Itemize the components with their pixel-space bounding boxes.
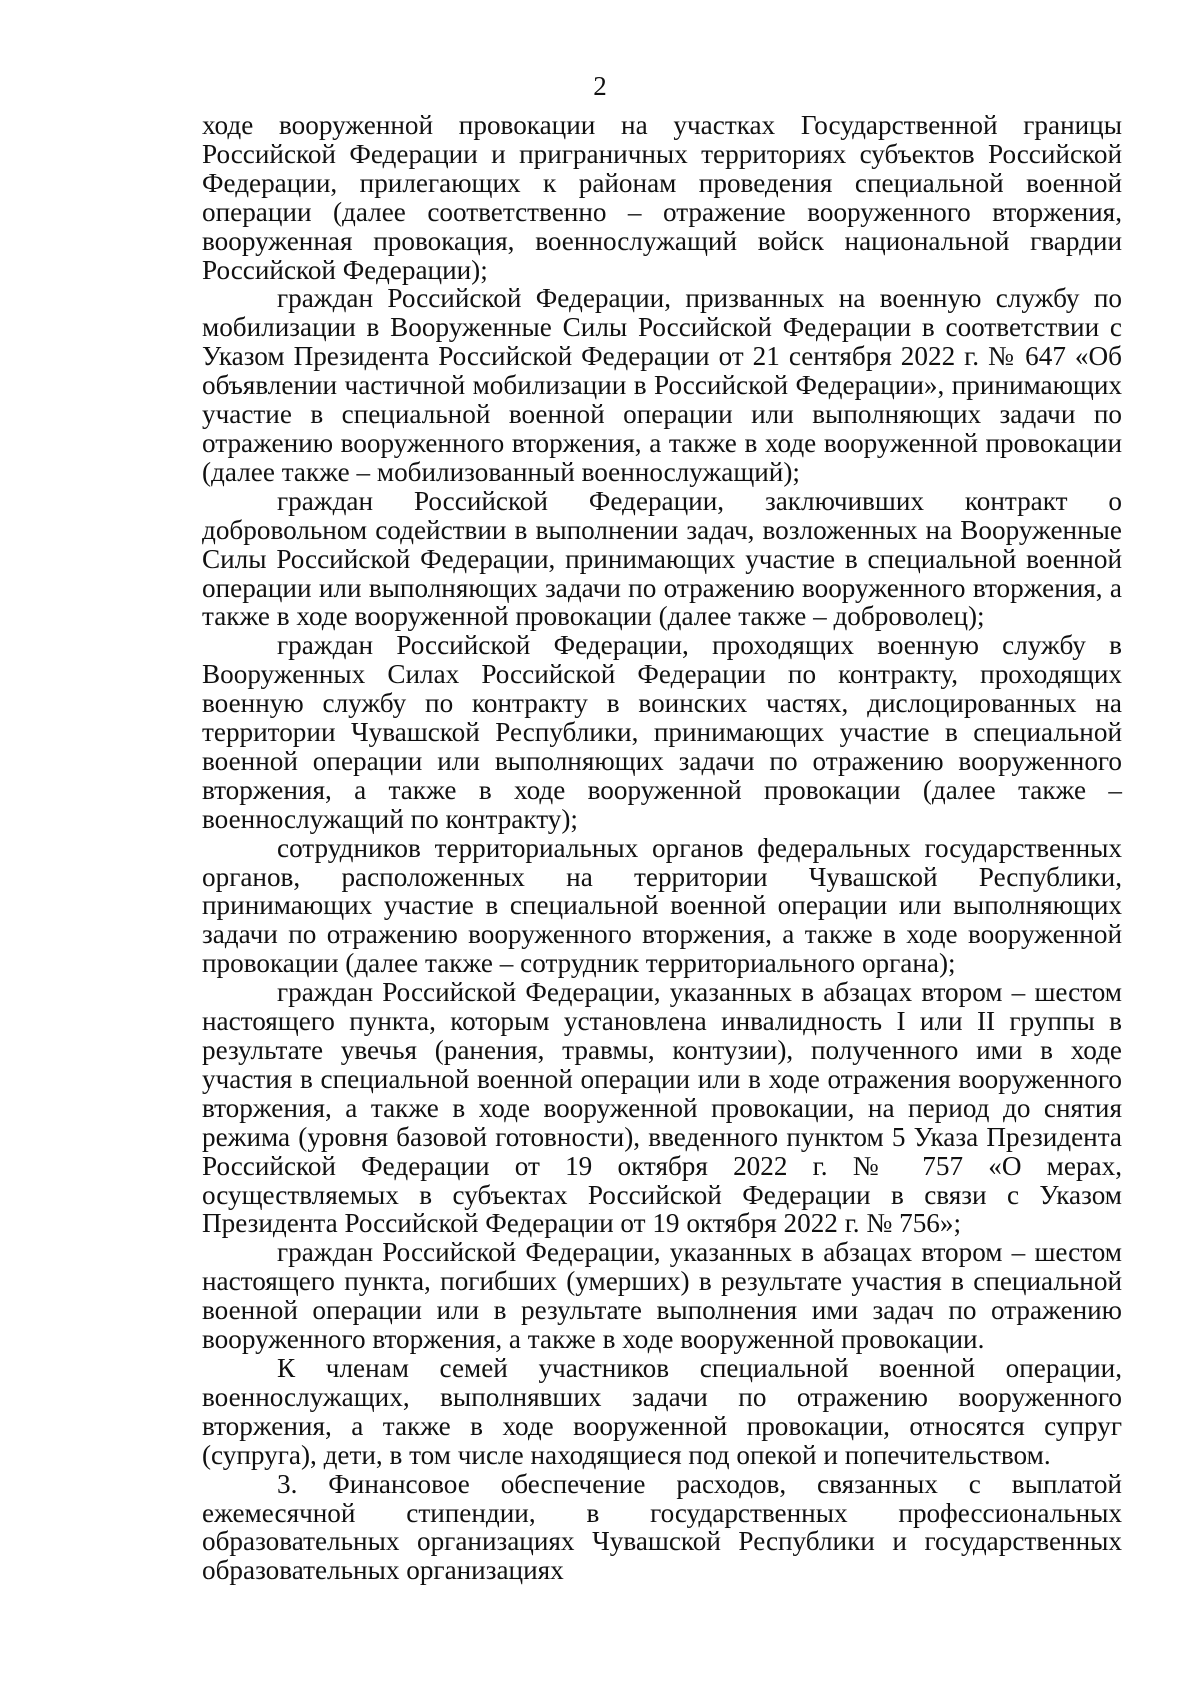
paragraph-deceased: граждан Российской Федерации, указанных в абзацах втором – шестом настоящего пункта, погибших (умерших) в результате участия в специальной военной операции или в результате выполнения ими задач по отражению вооруженного вторжения, а также в ходе вооруженной провокации. [202, 1237, 1122, 1355]
page-number: 2 [593, 71, 607, 101]
document-body [202, 111, 1122, 1585]
paragraph-volunteer: граждан Российской Федерации, заключивших контракт о добровольном содействии в выполнении задач, возложенных на Вооруженные Силы Российской Федерации, принимающих участие в специальной военной операции или выполняющих задачи по отражению вооруженного вторжения, а также в ходе вооруженной провокации (далее также – доброволец); [202, 485, 1122, 632]
paragraph-territorial-officer: сотрудников территориальных органов федеральных государственных органов, расположенных на территории Чувашской Республики, принимающих участие в специальной военной операции или выполняющих задачи по отражению вооруженного вторжения, а также в ходе вооруженной провокации (далее также – сотрудник территориального органа); [202, 832, 1122, 979]
paragraph-contract: граждан Российской Федерации, проходящих военную службу в Вооруженных Силах Российской Федерации по контракту, проходящих военную службу по контракту в воинских частях, дислоцированных на территории Чувашской Республики, принимающих участие в специальной военной операции или выполняющих задачи по отражению вооруженного вторжения, а также в ходе вооруженной провокации (далее также – военнослужащий по контракту); [202, 630, 1122, 834]
paragraph-continuation: ходе вооруженной провокации на участках Государственной границы Российской Федерации и приграничных территориях субъектов Российской Федерации, прилегающих к районам проведения специальной военной операции (далее соответственно – отражение вооруженного вторжения, вооруженная провокация, военнослужащий войск национальной гвардии Российской Федерации); [202, 110, 1122, 285]
paragraph-family-members: К членам семей участников специальной военной операции, военнослужащих, выполнявших задачи по отражению вооруженного вторжения, а также в ходе вооруженной провокации, относятся супруг (супруга), дети, в том числе находящиеся под опекой и попечительством. [202, 1352, 1122, 1470]
paragraph-mobilized: граждан Российской Федерации, призванных на военную службу по мобилизации в Вооруженные Силы Российской Федерации в соответствии с Указом Президента Российской Федерации от 21 сентября 2022 г. № 647 «Об объявлении частичной мобилизации в Российской Федерации», принимающих участие в специальной военной операции или выполняющих задачи по отражению вооруженного вторжения, а также в ходе вооруженной провокации (далее также – мобилизованный военнослужащий); [202, 283, 1122, 487]
paragraph-item-3: 3. Финансовое обеспечение расходов, связанных с выплатой ежемесячной стипендии, в государственных профессиональных образовательных организациях Чувашской Республики и государственных образовательных организациях [202, 1468, 1122, 1586]
paragraph-disability: граждан Российской Федерации, указанных в абзацах втором – шестом настоящего пункта, которым установлена инвалидность I или II группы в результате увечья (ранения, травмы, контузии), полученного ими в ходе участия в специальной военной операции или в ходе отражения вооруженного вторжения, а также в ходе вооруженной провокации, на период до снятия режима (уровня базовой готовности), введенного пунктом 5 Указа Президента Российской Федерации от 19 октября 2022 г. № 757 «О мерах, осуществляемых в субъектах Российской Федерации в связи с Указом Президента Российской Федерации от 19 октября 2022 г. № 756»; [202, 977, 1122, 1239]
